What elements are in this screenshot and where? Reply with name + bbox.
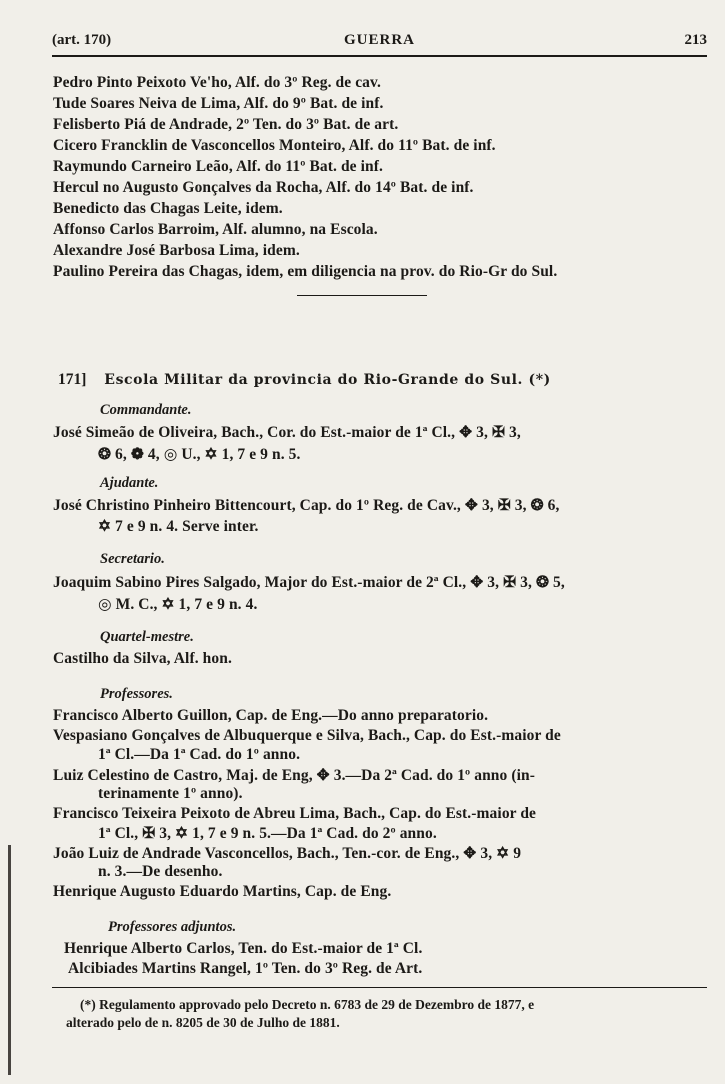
header-rule [52,55,707,57]
list-item: Francisco Alberto Guillon, Cap. de Eng.—Do anno preparatorio. [53,707,489,724]
list-item: Vespasiano Gonçalves de Albuquerque e Silva, Bach., Cap. do Est.-maior de [53,727,561,744]
list-item: Raymundo Carneiro Leão, Alf. do 11º Bat. de inf. [53,158,383,175]
role-heading-ajudante: Ajudante. [100,475,159,491]
list-item: Henrique Alberto Carlos, Ten. do Est.-maior de 1ª Cl. [64,940,423,957]
list-item: ✡ 7 e 9 n. 4. Serve inter. [98,518,259,535]
list-item: Luiz Celestino de Castro, Maj. de Eng, ✥ 3.—Da 2ª Cad. do 1º anno (in- [53,767,536,784]
header-page-number: 213 [684,32,707,48]
list-item: Francisco Teixeira Peixoto de Abreu Lima, Bach., Cap. do Est.-maior de [53,805,537,822]
list-item: Felisberto Piá de Andrade, 2º Ten. do 3º Bat. de art. [53,116,399,133]
list-item: Alcibiades Martins Rangel, 1º Ten. do 3º Reg. de Art. [68,960,423,977]
list-item: Henrique Augusto Eduardo Martins, Cap. de Eng. [53,883,392,900]
list-item: terinamente 1º anno). [98,785,243,802]
footnote-rule [52,987,707,988]
list-item: Hercul no Augusto Gonçalves da Rocha, Alf. do 14º Bat. de inf. [53,179,474,196]
list-item: ◎ M. C., ✡ 1, 7 e 9 n. 4. [98,596,258,613]
list-item: Castilho da Silva, Alf. hon. [53,650,232,667]
list-item: Cicero Francklin de Vasconcellos Monteiro, Alf. do 11º Bat. de inf. [53,137,496,154]
section-divider [297,295,427,296]
list-item: Benedicto das Chagas Leite, idem. [53,200,283,217]
footnote-line: alterado pelo de n. 8205 de 30 de Julho de 1881. [66,1015,340,1030]
list-item: 1ª Cl., ✠ 3, ✡ 1, 7 e 9 n. 5.—Da 1ª Cad. do 2º anno. [98,825,437,842]
list-item: ❂ 6, ❁ 4, ◎ U., ✡ 1, 7 e 9 n. 5. [98,446,301,463]
list-item: Tude Soares Neiva de Lima, Alf. do 9º Bat. de inf. [53,95,384,112]
list-item: João Luiz de Andrade Vasconcellos, Bach., Ten.-cor. de Eng., ✥ 3, ✡ 9 [53,845,522,862]
list-item: Joaquim Sabino Pires Salgado, Major do Est.-maior de 2ª Cl., ✥ 3, ✠ 3, ❂ 5, [53,574,565,591]
list-item: Paulino Pereira das Chagas, idem, em diligencia na prov. do Rio-Gr do Sul. [53,263,558,280]
section-number: 171] [58,371,87,388]
header-title: GUERRA [343,32,415,48]
section-heading [58,371,551,389]
role-heading-adjuntos: Professores adjuntos. [108,919,237,935]
list-item: Alexandre José Barbosa Lima, idem. [53,242,300,259]
list-item: Pedro Pinto Peixoto Ve'ho, Alf. do 3º Reg. de cav. [53,74,382,91]
footnote-line: (*) Regulamento approvado pelo Decreto n. 6783 de 29 de Dezembro de 1877, e [80,997,535,1012]
header-article: (art. 170) [52,32,112,48]
section-title: Escola Militar da provincia do Rio-Grande do Sul. (*) [104,372,551,388]
list-item: José Simeão de Oliveira, Bach., Cor. do Est.-maior de 1ª Cl., ✥ 3, ✠ 3, [53,424,521,441]
list-item: Affonso Carlos Barroim, Alf. alumno, na Escola. [53,221,378,238]
role-heading-secretario: Secretario. [100,551,165,567]
role-heading-quartel-mestre: Quartel-mestre. [100,629,194,645]
role-heading-professores: Professores. [100,686,173,702]
list-item: n. 3.—De desenho. [98,863,223,880]
binding-edge-mark [8,845,11,1075]
page-header [52,32,707,54]
list-item: José Christino Pinheiro Bittencourt, Cap. do 1º Reg. de Cav., ✥ 3, ✠ 3, ❂ 6, [53,497,560,514]
role-heading-commandante: Commandante. [100,402,192,418]
list-item: 1ª Cl.—Da 1ª Cad. do 1º anno. [98,746,301,763]
